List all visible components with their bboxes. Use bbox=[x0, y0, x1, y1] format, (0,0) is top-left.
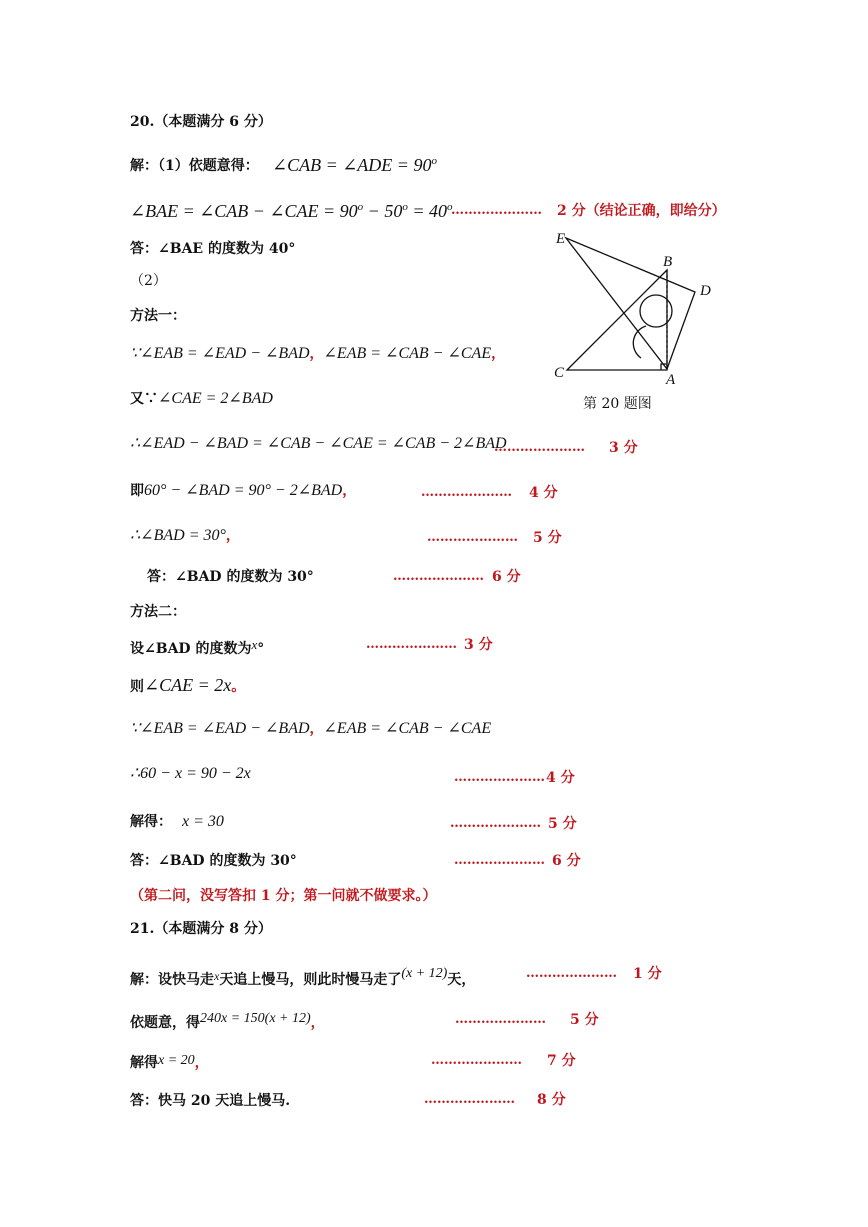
method2-line5-score: 5 分 bbox=[548, 816, 577, 832]
q20-part2-label: （2） bbox=[130, 273, 167, 289]
method1-line3: ∴∠EAD − ∠BAD = ∠CAB − ∠CAE = ∠CAB − 2∠BAD bbox=[130, 435, 507, 452]
method2-line2: 则∠CAE = 2x。 bbox=[130, 675, 246, 695]
method2-line5: 解得： x = 30 bbox=[130, 813, 224, 830]
q20-part1-dots: ………………… bbox=[451, 203, 542, 218]
label-c: C bbox=[554, 365, 565, 381]
method1-line1: ∵∠EAB = ∠EAD − ∠BAD，∠EAB = ∠CAB − ∠CAE， bbox=[130, 345, 506, 362]
q21-line2-dots: ………………… bbox=[455, 1012, 546, 1027]
method2-line1-score: 3 分 bbox=[464, 637, 493, 653]
method1-answer-dots: ………………… bbox=[393, 569, 484, 584]
method2-line4-dots: ………………… bbox=[454, 770, 545, 785]
arc-hole-2 bbox=[633, 326, 646, 358]
q21-line1: 解：设快马走x天追上慢马，则此时慢马走了(x + 12)天， bbox=[130, 966, 476, 988]
q21-answer-score: 8 分 bbox=[537, 1092, 566, 1108]
method2-note: （第二问，没写答扣 1 分；第一问就不做要求。） bbox=[130, 888, 437, 904]
q21-line3: 解得x = 20， bbox=[130, 1053, 209, 1071]
figure-caption: 第 20 题图 bbox=[583, 396, 652, 412]
method2-line5-dots: ………………… bbox=[450, 816, 541, 831]
q20-part1-eq2: ∠BAE = ∠CAB − ∠CAE = $90^o - 50^o = 40^o$ bbox=[130, 201, 453, 221]
method2-line3: ∵∠EAB = ∠EAD − ∠BAD，∠EAB = ∠CAB − ∠CAE bbox=[130, 720, 492, 737]
method2-line1-dots: ………………… bbox=[366, 637, 457, 652]
method1-line3-dots: ………………… bbox=[494, 440, 585, 455]
q21-line2-score: 5 分 bbox=[570, 1012, 599, 1028]
q20-figure bbox=[548, 226, 728, 386]
q21-line1-dots: ………………… bbox=[526, 966, 617, 981]
q20-part1-answer: 答：∠BAE 的度数为 40° bbox=[130, 241, 296, 257]
method1-answer-score: 6 分 bbox=[492, 569, 521, 585]
method1-line2: 又∵∠CAE = 2∠BAD bbox=[130, 390, 273, 407]
label-b: B bbox=[663, 254, 673, 270]
label-d: D bbox=[700, 283, 711, 299]
q20-title: 20.（本题满分 6 分） bbox=[130, 114, 272, 130]
method2-answer-score: 6 分 bbox=[552, 853, 581, 869]
q21-line2: 依题意，得240x = 150(x + 12)， bbox=[130, 1011, 325, 1031]
q21-title: 21.（本题满分 8 分） bbox=[130, 921, 272, 937]
method1-line4: 即60° − ∠BAD = 90° − 2∠BAD， bbox=[130, 482, 357, 499]
triangle-ead bbox=[566, 238, 695, 369]
method2-label: 方法二： bbox=[130, 604, 186, 620]
method2-line4-score: 4 分 bbox=[546, 770, 575, 786]
q21-line1-score: 1 分 bbox=[633, 966, 662, 982]
method2-line1: 设∠BAD 的度数为x° bbox=[130, 637, 265, 657]
method1-line4-dots: ………………… bbox=[421, 485, 512, 500]
label-e: E bbox=[556, 231, 566, 247]
method1-line5: ∴∠BAD = 30°， bbox=[130, 527, 240, 544]
q21-answer: 答：快马 20 天追上慢马. bbox=[130, 1093, 291, 1109]
label-a: A bbox=[666, 372, 676, 386]
q20-part1-eq1: ∠CAB = ∠ADE = $90^o$ bbox=[272, 155, 437, 175]
q21-line3-score: 7 分 bbox=[547, 1053, 576, 1069]
q20-part1-intro: 解：（1）依题意得： bbox=[130, 158, 259, 174]
q21-answer-dots: ………………… bbox=[424, 1092, 515, 1107]
method1-line5-score: 5 分 bbox=[533, 530, 562, 546]
method1-label: 方法一： bbox=[130, 308, 186, 324]
q21-line3-dots: ………………… bbox=[431, 1053, 522, 1068]
method2-line4: ∴60 − x = 90 − 2x bbox=[130, 765, 251, 782]
method1-line3-score: 3 分 bbox=[609, 440, 638, 456]
method1-line4-score: 4 分 bbox=[529, 485, 558, 501]
arc-hole-2-chord bbox=[641, 326, 646, 358]
method1-answer: 答：∠BAD 的度数为 30° bbox=[147, 569, 314, 585]
method2-answer: 答：∠BAD 的度数为 30° bbox=[130, 853, 297, 869]
triangle-cab bbox=[567, 270, 667, 370]
q20-part1-score: 2 分（结论正确，即给分） bbox=[557, 203, 726, 219]
method1-line5-dots: ………………… bbox=[427, 530, 518, 545]
method2-answer-dots: ………………… bbox=[454, 853, 545, 868]
